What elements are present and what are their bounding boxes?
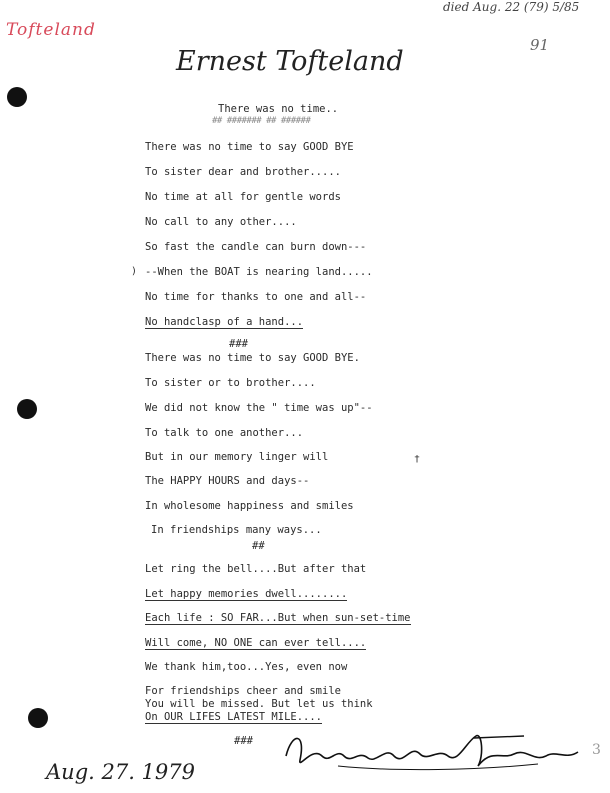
stanza1-line: --When the BOAT is nearing land..... — [145, 266, 373, 278]
margin-mark: ) — [131, 266, 138, 277]
stanza3-line: On OUR LIFES LATEST MILE.... — [145, 711, 323, 723]
stanza3-line: Let happy memories dwell........ — [145, 588, 348, 600]
stanza1-line: So fast the candle can burn down--- — [145, 241, 367, 253]
stanza1-line: No time for thanks to one and all-- — [145, 291, 367, 303]
side-number: 3 — [592, 742, 601, 758]
stanza3-line: Each life : SO FAR...But when sun-set-time — [145, 612, 411, 624]
handwritten-date: Aug. 27. 1979 — [46, 760, 195, 784]
stanza3-line: Let ring the bell....But after that — [145, 563, 367, 575]
stanza2-line: To talk to one another... — [145, 427, 304, 439]
stanza-divider: ### — [234, 735, 253, 747]
stanza1-line: No time at all for gentle words — [145, 191, 341, 203]
died-note: died Aug. 22 (79) 5/85 — [443, 0, 580, 14]
stanza2-line: In wholesome happiness and smiles — [145, 500, 354, 512]
page-number: 91 — [530, 36, 550, 54]
stanza1-line: To sister dear and brother..... — [145, 166, 341, 178]
stanza2-line: There was no time to say GOOD BYE. — [145, 352, 360, 364]
margin-mark: † — [414, 454, 421, 465]
poem-title-strikeout: ## ####### ## ###### — [212, 116, 311, 126]
stanza2-line: To sister or to brother.... — [145, 377, 316, 389]
name-tag: Tofteland — [6, 20, 96, 40]
stanza1-line: There was no time to say GOOD BYE — [145, 141, 354, 153]
stanza3-line: We thank him,too...Yes, even now — [145, 661, 348, 673]
stanza2-line: We did not know the " time was up"-- — [145, 402, 373, 414]
stanza2-line: But in our memory linger will — [145, 451, 329, 463]
stanza-divider: ### — [229, 338, 248, 350]
author-signature: Ernest Tofteland — [176, 46, 404, 77]
stanza-divider: ## — [252, 540, 265, 552]
stanza3-line: Will come, NO ONE can ever tell.... — [145, 637, 367, 649]
stanza2-line: The HAPPY HOURS and days-- — [145, 475, 310, 487]
stanza3-line: For friendships cheer and smile — [145, 685, 341, 697]
stanza1-line: No handclasp of a hand... — [145, 316, 304, 328]
stanza1-line: No call to any other.... — [145, 216, 297, 228]
signature-scribble — [278, 726, 588, 778]
poem-title: There was no time.. — [218, 103, 339, 115]
stanza3-line: You will be missed. But let us think — [145, 698, 373, 710]
stanza2-line: In friendships many ways... — [151, 524, 322, 536]
